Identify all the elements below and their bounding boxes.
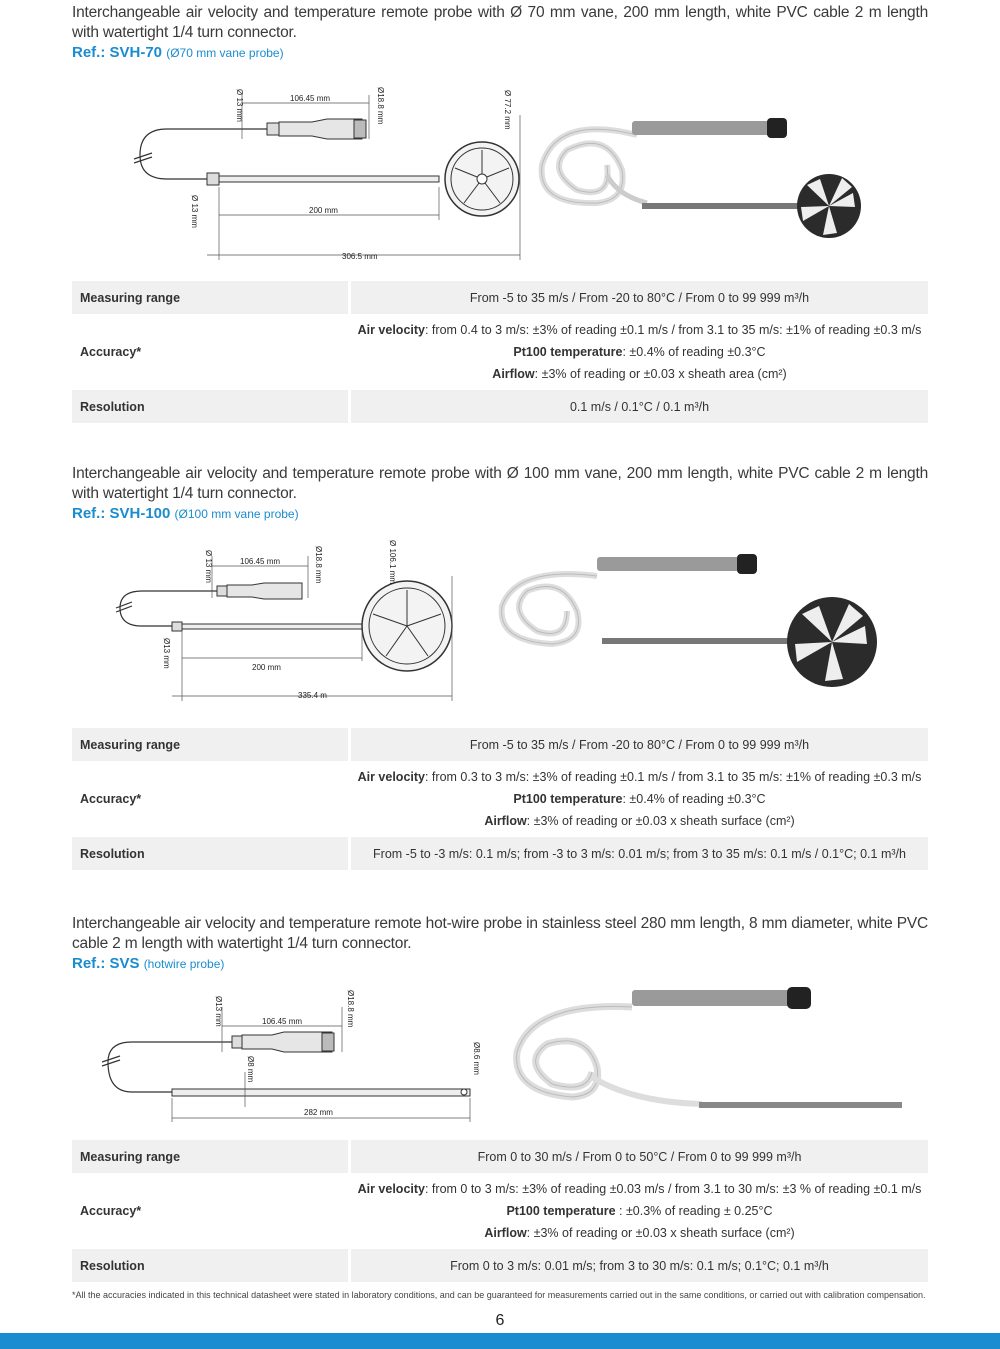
dim-label: Ø8 mm bbox=[246, 1056, 255, 1083]
accuracy-term: Air velocity bbox=[357, 323, 425, 337]
probe-reference bbox=[72, 504, 928, 524]
accuracy-text: : ±3% of reading or ±0.03 x sheath surface (cm²) bbox=[526, 1226, 795, 1240]
row-label: Resolution bbox=[72, 1249, 348, 1282]
dimension-drawing bbox=[72, 536, 492, 706]
accuracy-text: : ±0.4% of reading ±0.3°C bbox=[622, 792, 766, 806]
probe-description: Interchangeable air velocity and temperature remote hot-wire probe in stainless steel 280 mm length, 8 mm diameter, white PVC cable 2 m length with watertight 1/4 turn connector. bbox=[72, 915, 928, 952]
ref-subtitle: (Ø100 mm vane probe) bbox=[174, 507, 299, 521]
probe-figure bbox=[72, 982, 928, 1132]
accuracy-text: : ±3% of reading or ±0.03 x sheath surface (cm²) bbox=[526, 814, 795, 828]
table-row bbox=[72, 761, 928, 837]
accuracy-term: Airflow bbox=[484, 814, 527, 828]
row-value: From -5 to 35 m/s / From -20 to 80°C / From 0 to 99 999 m³/h bbox=[351, 728, 928, 761]
accuracy-term: Airflow bbox=[484, 1226, 527, 1240]
dim-label: Ø13 mm bbox=[162, 638, 171, 669]
page-number: 6 bbox=[495, 1312, 505, 1329]
row-label: Measuring range bbox=[72, 1140, 348, 1173]
probe-figure bbox=[72, 75, 928, 270]
dim-label: 200 mm bbox=[309, 206, 338, 215]
dim-label: 106.45 mm bbox=[240, 557, 281, 566]
dim-label: Ø 13 mm bbox=[190, 195, 199, 228]
dim-label: Ø13 mm bbox=[214, 996, 223, 1027]
ref-label: Ref.: SVH-70 bbox=[72, 44, 163, 61]
dim-label: Ø 77.2 mm bbox=[503, 90, 512, 130]
spec-table bbox=[72, 728, 928, 870]
table-row bbox=[72, 281, 928, 314]
row-value bbox=[351, 761, 928, 837]
footer-bar bbox=[0, 1333, 1000, 1349]
row-value bbox=[351, 314, 928, 390]
accuracy-text: : ±0.4% of reading ±0.3°C bbox=[622, 345, 766, 359]
probe-description: Interchangeable air velocity and temperature remote probe with Ø 70 mm vane, 200 mm length, white PVC cable 2 m length with watertight 1/4 turn connector. bbox=[72, 4, 928, 41]
dim-label: 306.5 mm bbox=[342, 252, 378, 261]
row-label: Accuracy* bbox=[80, 792, 142, 806]
spec-table bbox=[72, 281, 928, 423]
accuracy-term: Air velocity bbox=[357, 770, 425, 784]
row-value: 0.1 m/s / 0.1°C / 0.1 m³/h bbox=[351, 390, 928, 423]
table-row bbox=[72, 1173, 928, 1249]
dim-label: Ø18.8 mm bbox=[376, 87, 385, 125]
row-value: From 0 to 3 m/s: 0.01 m/s; from 3 to 30 m/s: 0.1 m/s; 0.1°C; 0.1 m³/h bbox=[351, 1249, 928, 1282]
table-row bbox=[72, 390, 928, 423]
accuracy-term: Pt100 temperature bbox=[513, 792, 623, 806]
probe-photo bbox=[537, 75, 877, 270]
accuracy-term: Pt100 temperature bbox=[506, 1204, 616, 1218]
row-value: From -5 to 35 m/s / From -20 to 80°C / From 0 to 99 999 m³/h bbox=[351, 281, 928, 314]
accuracy-term: Airflow bbox=[492, 367, 535, 381]
row-label: Accuracy* bbox=[80, 345, 142, 359]
table-row bbox=[72, 1249, 928, 1282]
accuracy-text: : ±3% of reading or ±0.03 x sheath area (cm²) bbox=[534, 367, 787, 381]
accuracy-term: Pt100 temperature bbox=[513, 345, 623, 359]
accuracy-text: : from 0.4 to 3 m/s: ±3% of reading ±0.1 m/s / from 3.1 to 35 m/s: ±1% of reading ±0.3 m/s bbox=[424, 323, 922, 337]
dimension-drawing bbox=[72, 75, 532, 270]
ref-label: Ref.: SVH-100 bbox=[72, 505, 171, 522]
spec-table bbox=[72, 1140, 928, 1282]
probe-section-svh100 bbox=[72, 464, 928, 861]
table-row bbox=[72, 1140, 928, 1173]
probe-section-svs bbox=[72, 914, 928, 1273]
table-row bbox=[72, 728, 928, 761]
row-value: From -5 to -3 m/s: 0.1 m/s; from -3 to 3 m/s: 0.01 m/s; from 3 to 35 m/s: 0.1 m/s / 0.1°C; 0.1 m³/h bbox=[351, 837, 928, 870]
accuracy-text: : ±0.3% of reading ± 0.25°C bbox=[615, 1204, 773, 1218]
table-row bbox=[72, 314, 928, 390]
row-label: Resolution bbox=[72, 390, 348, 423]
dim-label: 282 mm bbox=[304, 1108, 333, 1117]
probe-section-svh70 bbox=[72, 3, 928, 414]
probe-reference bbox=[72, 43, 928, 63]
dim-label: Ø 106.1 mm bbox=[388, 540, 397, 585]
probe-reference bbox=[72, 954, 928, 974]
probe-figure bbox=[72, 536, 928, 706]
dim-label: 335.4 m bbox=[298, 691, 327, 700]
dim-label: Ø18.8 mm bbox=[314, 546, 323, 584]
row-label: Accuracy* bbox=[80, 1204, 142, 1218]
probe-description: Interchangeable air velocity and temperature remote probe with Ø 100 mm vane, 200 mm length, white PVC cable 2 m length with watertight 1/4 turn connector. bbox=[72, 465, 928, 502]
accuracy-term: Air velocity bbox=[357, 1182, 425, 1196]
footnote: *All the accuracies indicated in this technical datasheet were stated in laboratory conditions, and can be guaranteed for measurements carried out in the same conditions, or carried out with calibration compensation. bbox=[72, 1290, 926, 1300]
ref-subtitle: (Ø70 mm vane probe) bbox=[166, 46, 284, 60]
row-label: Resolution bbox=[72, 837, 348, 870]
ref-subtitle: (hotwire probe) bbox=[143, 957, 225, 971]
accuracy-text: : from 0.3 to 3 m/s: ±3% of reading ±0.1 m/s / from 3.1 to 35 m/s: ±1% of reading ±0.3 m/s bbox=[424, 770, 922, 784]
dim-label: Ø 13 mm bbox=[235, 89, 244, 122]
table-row bbox=[72, 837, 928, 870]
dim-label: Ø 13 mm bbox=[204, 550, 213, 583]
dim-label: 200 mm bbox=[252, 663, 281, 672]
dim-label: Ø18.8 mm bbox=[346, 990, 355, 1028]
dimension-drawing bbox=[72, 982, 492, 1132]
ref-label: Ref.: SVS bbox=[72, 955, 140, 972]
row-value: From 0 to 30 m/s / From 0 to 50°C / From 0 to 99 999 m³/h bbox=[351, 1140, 928, 1173]
accuracy-text: : from 0 to 3 m/s: ±3% of reading ±0.03 m/s / from 3.1 to 30 m/s: ±3 % of reading ±0.1 m/s bbox=[424, 1182, 922, 1196]
dim-label: 106.45 mm bbox=[290, 94, 331, 103]
probe-photo bbox=[497, 536, 877, 706]
row-value bbox=[351, 1173, 928, 1249]
dim-label: Ø8.6 mm bbox=[472, 1042, 481, 1075]
row-label: Measuring range bbox=[72, 281, 348, 314]
dim-label: 106.45 mm bbox=[262, 1017, 303, 1026]
probe-photo bbox=[502, 982, 902, 1132]
row-label: Measuring range bbox=[72, 728, 348, 761]
